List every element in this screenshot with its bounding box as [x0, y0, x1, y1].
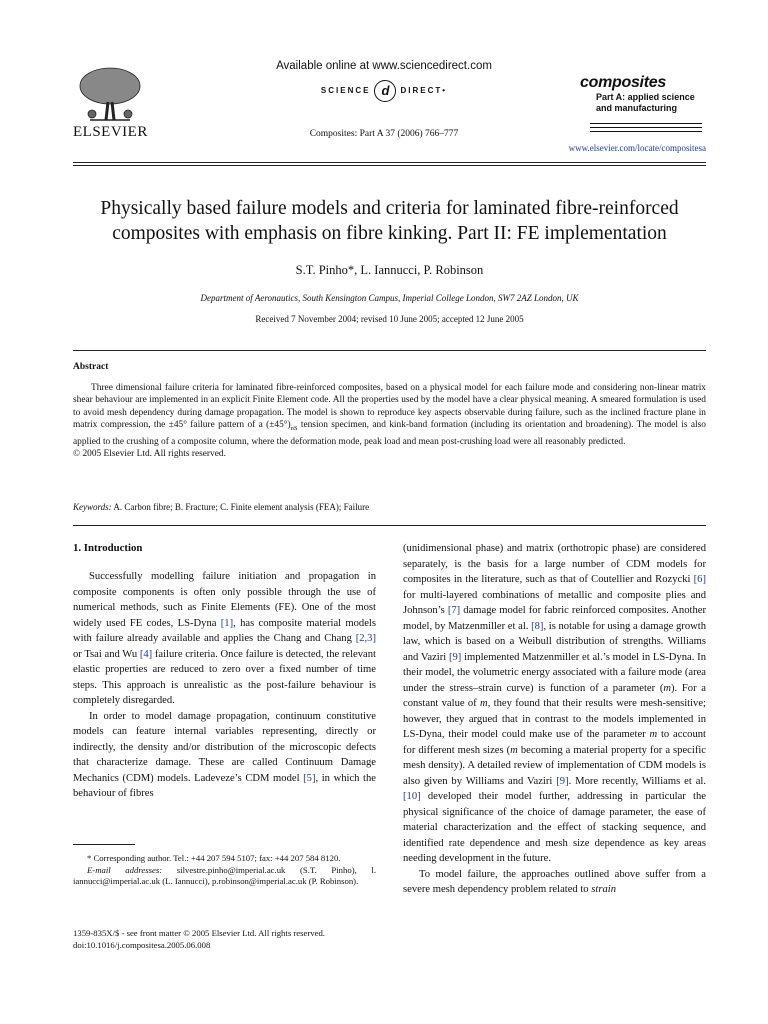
section-heading-introduction: 1. Introduction	[73, 542, 143, 554]
ref-link[interactable]: [9]	[556, 775, 569, 787]
ref-link[interactable]: [2,3]	[355, 633, 376, 644]
journal-url-link[interactable]: www.elsevier.com/locate/compositesa	[568, 143, 706, 153]
footnote-rule	[73, 844, 135, 845]
ref-link[interactable]: [10]	[403, 791, 421, 802]
right-column-text: (unidimensional phase) and matrix (orthotropic phase) are considered separately, is the basis for a large number of CDM models for composites in the literature, such as that of Coutellier and Rozycki [6] for multi-layered combinations of metallic and composite plies and Johnson’s [7] damage model for fabric reinforced composites. Another model, by Matzenmiller et al. [8], is notable for using a damage growth law, which is based on a Weibull distribution of strengths. Williams and Vaziri [9] implemented Matzenmiller et al.’s model in LS-Dyna. In their model, the volumetric energy associated with a failure mode (area under the stress–strain curve) is function of a parameter (m). For a constant value of m, they found that their results were mesh-sensitive; however, they argued that in contrast to the models implemented in LS-Dyna, their model could make use of the parameter m to account for different mesh sizes (m becoming a material property for a specific mesh density). A detailed review of implementation of CDM models is also given by Williams and Vaziri [9]. More recently, Williams et al. [10] developed their model further, addressing in particular the physical significance of the choice of damage parameter, the ease of material characterization and the effect of stacking sequence, and identified rate dependence and mesh size dependence as key areas needing development in the future. To model failure, the approaches outlined above suffer from a severe mesh dependency problem related to strain	[403, 543, 707, 895]
ref-link[interactable]: [9]	[448, 651, 462, 663]
ref-link[interactable]: [5]	[303, 772, 316, 784]
abstract-heading: Abstract	[73, 362, 109, 372]
affiliation: Department of Aeronautics, South Kensington Campus, Imperial College London, SW7 2AZ London, UK	[200, 293, 579, 303]
journal-logo	[580, 74, 702, 114]
header-rule-1	[73, 162, 706, 163]
journal-name: composites	[580, 74, 666, 91]
left-column-text: Successfully modelling failure initiation and propagation in composite components is often only possible through the use of numerical methods, such as Finite Elements (FE). One of the most widely used FE codes, LS-Dyna [1], has composite material models with failure already available and applies the Chang and Chang [2,3] or Tsai and Wu [4] failure criteria. Once failure is detected, the relevant elastic properties are reduced to zero over a fixed number of time steps. This approach is unrealistic as the post-failure behaviour is completely disregarded. In order to model damage propagation, continuum constitutive models can feature internal variables representing, directly or indirectly, the density and/or distribution of the microscopic defects that characterize damage. These are called Continuum Damage Mechanics (CDM) models. Ladeveze’s CDM model [5], in which the behaviour of fibres	[73, 571, 376, 799]
sciencedirect-logo: SCIENCE d DIRECT•	[250, 80, 518, 106]
issn-doi: 1359-835X/$ - see front matter © 2005 Elsevier Ltd. All rights reserved. doi:10.1016/j.compositesa.2005.06.008	[73, 928, 325, 950]
abstract-body: Three dimensional failure criteria for laminated fibre-reinforced composites, based on a physical model for each failure mode and considering non-linear matrix shear behaviour are implemented in an explicit Finite Element code. All the properties used by the model have a clear physical meaning. A smeared formulation is used to avoid mesh dependency during damage propagation. The model is shown to reproduce key aspects observable during failure, such as the inclined fracture plane in matrix compression, the ±45° failure pattern of a $(\pm 45^\circ)_{nS}$ tension specimen, and kink-band formation (including its orientation and broadening). The model is also applied to the crushing of a composite column, where the deformation mode, peak load and mean post-crushing load were all reasonably predicted. © 2005 Elsevier Ltd. All rights reserved.	[73, 383, 706, 459]
ref-link[interactable]: [7]	[447, 605, 461, 616]
ref-link[interactable]: [8]	[531, 620, 544, 632]
abstract-rule-top	[73, 350, 706, 351]
available-online-text: Available online at www.sciencedirect.com	[276, 60, 492, 72]
keywords: Keywords: A. Carbon fibre; B. Fracture; C. Finite element analysis (FEA); Failure	[73, 502, 370, 512]
journal-rule-3	[590, 131, 702, 132]
received-dates: Received 7 November 2004; revised 10 June 2005; accepted 12 June 2005	[255, 314, 524, 324]
keywords-rule	[73, 525, 706, 526]
ref-link[interactable]: [1]	[220, 617, 234, 629]
paper-title: Physically based failure models and criteria for laminated fibre-reinforced composites with emphasis on fibre kinking. Part II: FE implementation	[100, 198, 679, 244]
journal-rule-2	[590, 127, 702, 128]
ref-link[interactable]: [4]	[139, 648, 153, 660]
journal-citation: Composites: Part A 37 (2006) 766–777	[309, 129, 459, 139]
authors: S.T. Pinho*, L. Iannucci, P. Robinson	[295, 263, 484, 277]
publisher-name: ELSEVIER	[73, 124, 148, 140]
abstract-copyright: © 2005 Elsevier Ltd. All rights reserved.	[73, 448, 226, 459]
sciencedirect-at-icon: d	[374, 80, 396, 102]
journal-subtitle-2: and manufacturing	[596, 103, 678, 113]
journal-subtitle-1: Part A: applied science	[596, 92, 695, 102]
header-rule-2	[73, 165, 706, 166]
journal-rule-1	[590, 123, 702, 124]
ref-link[interactable]: [6]	[693, 574, 706, 585]
footnote: * Corresponding author. Tel.: +44 207 594 5107; fax: +44 207 584 8120. E-mail addresses: silvestre.pinho@imperial.ac.uk (S.T. Pinho), l. iannucci@imperial.ac.uk (L. Iannucci), p.robinson@imperial.ac.uk (P. Robinson).	[73, 853, 376, 886]
